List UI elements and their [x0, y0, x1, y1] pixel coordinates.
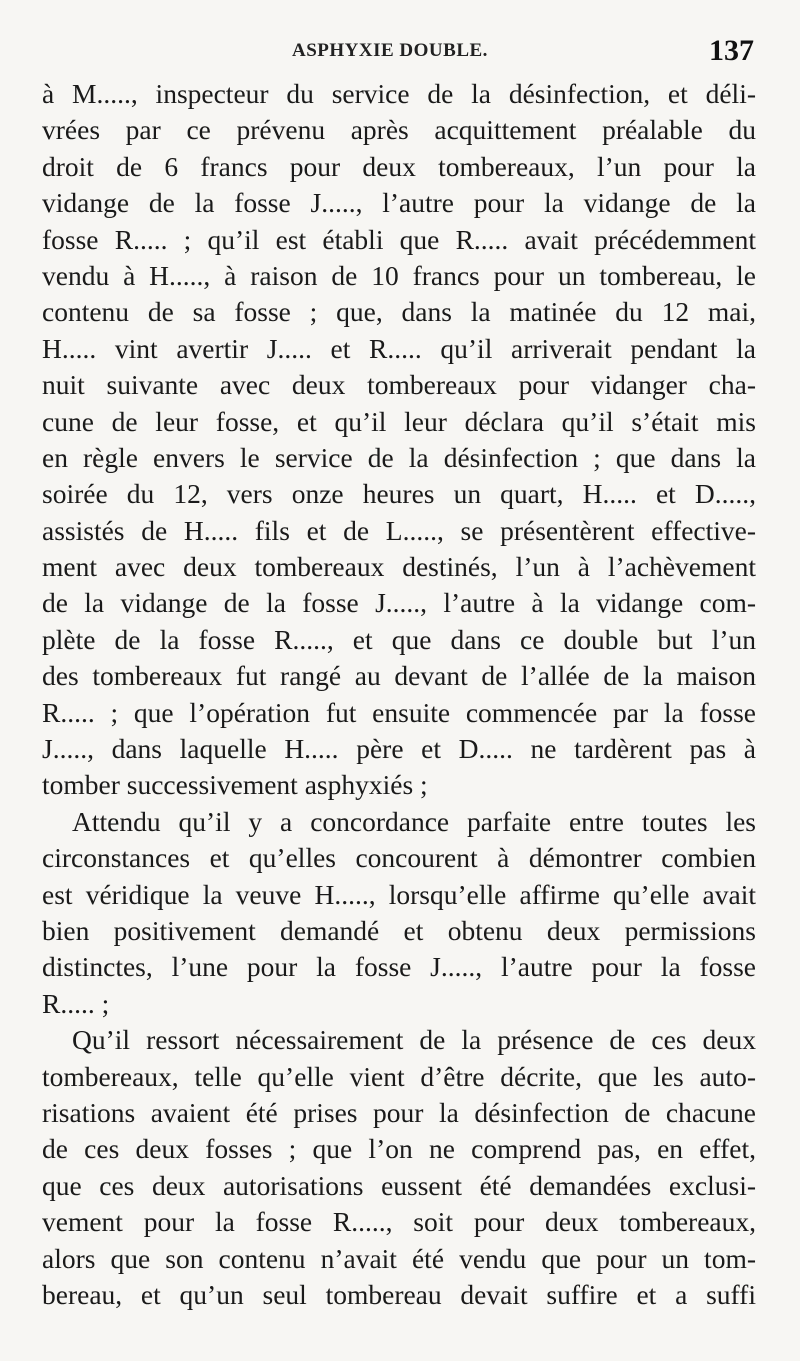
text-line: vidange de la fosse J....., l’autre pour la vidange de la — [42, 187, 756, 219]
text-line: droit de 6 francs pour deux tombereaux, l’un pour la — [42, 150, 756, 182]
paragraph-start-line: Qu’il ressort nécessairement de la présence de ces deux — [72, 1024, 756, 1056]
text-line: vendu à H....., à raison de 10 francs pour un tombereau, le — [42, 259, 756, 291]
paragraph-end-line: R..... ; — [42, 987, 110, 1019]
text-line: fosse R..... ; qu’il est établi que R..... avait précédemment — [42, 223, 756, 255]
text-line: de ces deux fosses ; que l’on ne comprend pas, en effet, — [42, 1133, 756, 1165]
text-line: alors que son contenu n’avait été vendu que pour un tom- — [42, 1242, 756, 1274]
text-line: vrées par ce prévenu après acquittement préalable du — [42, 114, 756, 146]
text-line: en règle envers le service de la désinfection ; que dans la — [42, 441, 756, 473]
text-line: ment avec deux tombereaux destinés, l’un à l’achèvement — [42, 551, 756, 583]
text-line: risations avaient été prises pour la désinfection de chacune — [42, 1096, 756, 1128]
text-line: à M....., inspecteur du service de la désinfection, et déli- — [42, 78, 756, 109]
running-title: ASPHYXIE DOUBLE. — [292, 40, 488, 61]
body-text — [42, 76, 756, 1313]
text-line: nuit suivante avec deux tombereaux pour vidanger cha- — [42, 369, 756, 401]
text-line: soirée du 12, vers onze heures un quart, H..... et D....., — [42, 478, 756, 510]
page-number: 137 — [709, 34, 754, 67]
text-line: cune de leur fosse, et qu’il leur déclara qu’il s’était mis — [42, 405, 756, 437]
text-line: distinctes, l’une pour la fosse J....., l’autre pour la fosse — [42, 951, 756, 983]
text-line: assistés de H..... fils et de L....., se présentèrent effective- — [42, 514, 756, 546]
text-line: J....., dans laquelle H..... père et D..... ne tardèrent pas à — [42, 733, 756, 765]
text-line: circonstances et qu’elles concourent à démontrer combien — [42, 842, 756, 874]
text-line: H..... vint avertir J..... et R..... qu’il arriverait pendant la — [42, 332, 756, 364]
text-line: plète de la fosse R....., et que dans ce double but l’un — [42, 623, 756, 655]
text-line: vement pour la fosse R....., soit pour deux tombereaux, — [42, 1206, 756, 1238]
text-line: que ces deux autorisations eussent été demandées exclusi- — [42, 1169, 756, 1201]
paragraph-end-line: tomber successivement asphyxiés ; — [42, 769, 428, 801]
text-line: des tombereaux fut rangé au devant de l’allée de la maison — [42, 660, 756, 692]
text-line: R..... ; que l’opération fut ensuite commencée par la fosse — [42, 696, 756, 728]
text-line: de la vidange de la fosse J....., l’autre à la vidange com- — [42, 587, 756, 619]
text-line: tombereaux, telle qu’elle vient d’être décrite, que les auto- — [42, 1060, 756, 1092]
paragraph-start-line: Attendu qu’il y a concordance parfaite entre toutes les — [72, 805, 756, 837]
text-line: est véridique la veuve H....., lorsqu’elle affirme qu’elle avait — [42, 878, 756, 910]
text-line: bien positivement demandé et obtenu deux permissions — [42, 914, 756, 946]
text-line: contenu de sa fosse ; que, dans la matinée du 12 mai, — [42, 296, 756, 328]
text-line: bereau, et qu’un seul tombereau devait suffire et a suffi — [42, 1278, 756, 1310]
page-header — [0, 34, 800, 74]
